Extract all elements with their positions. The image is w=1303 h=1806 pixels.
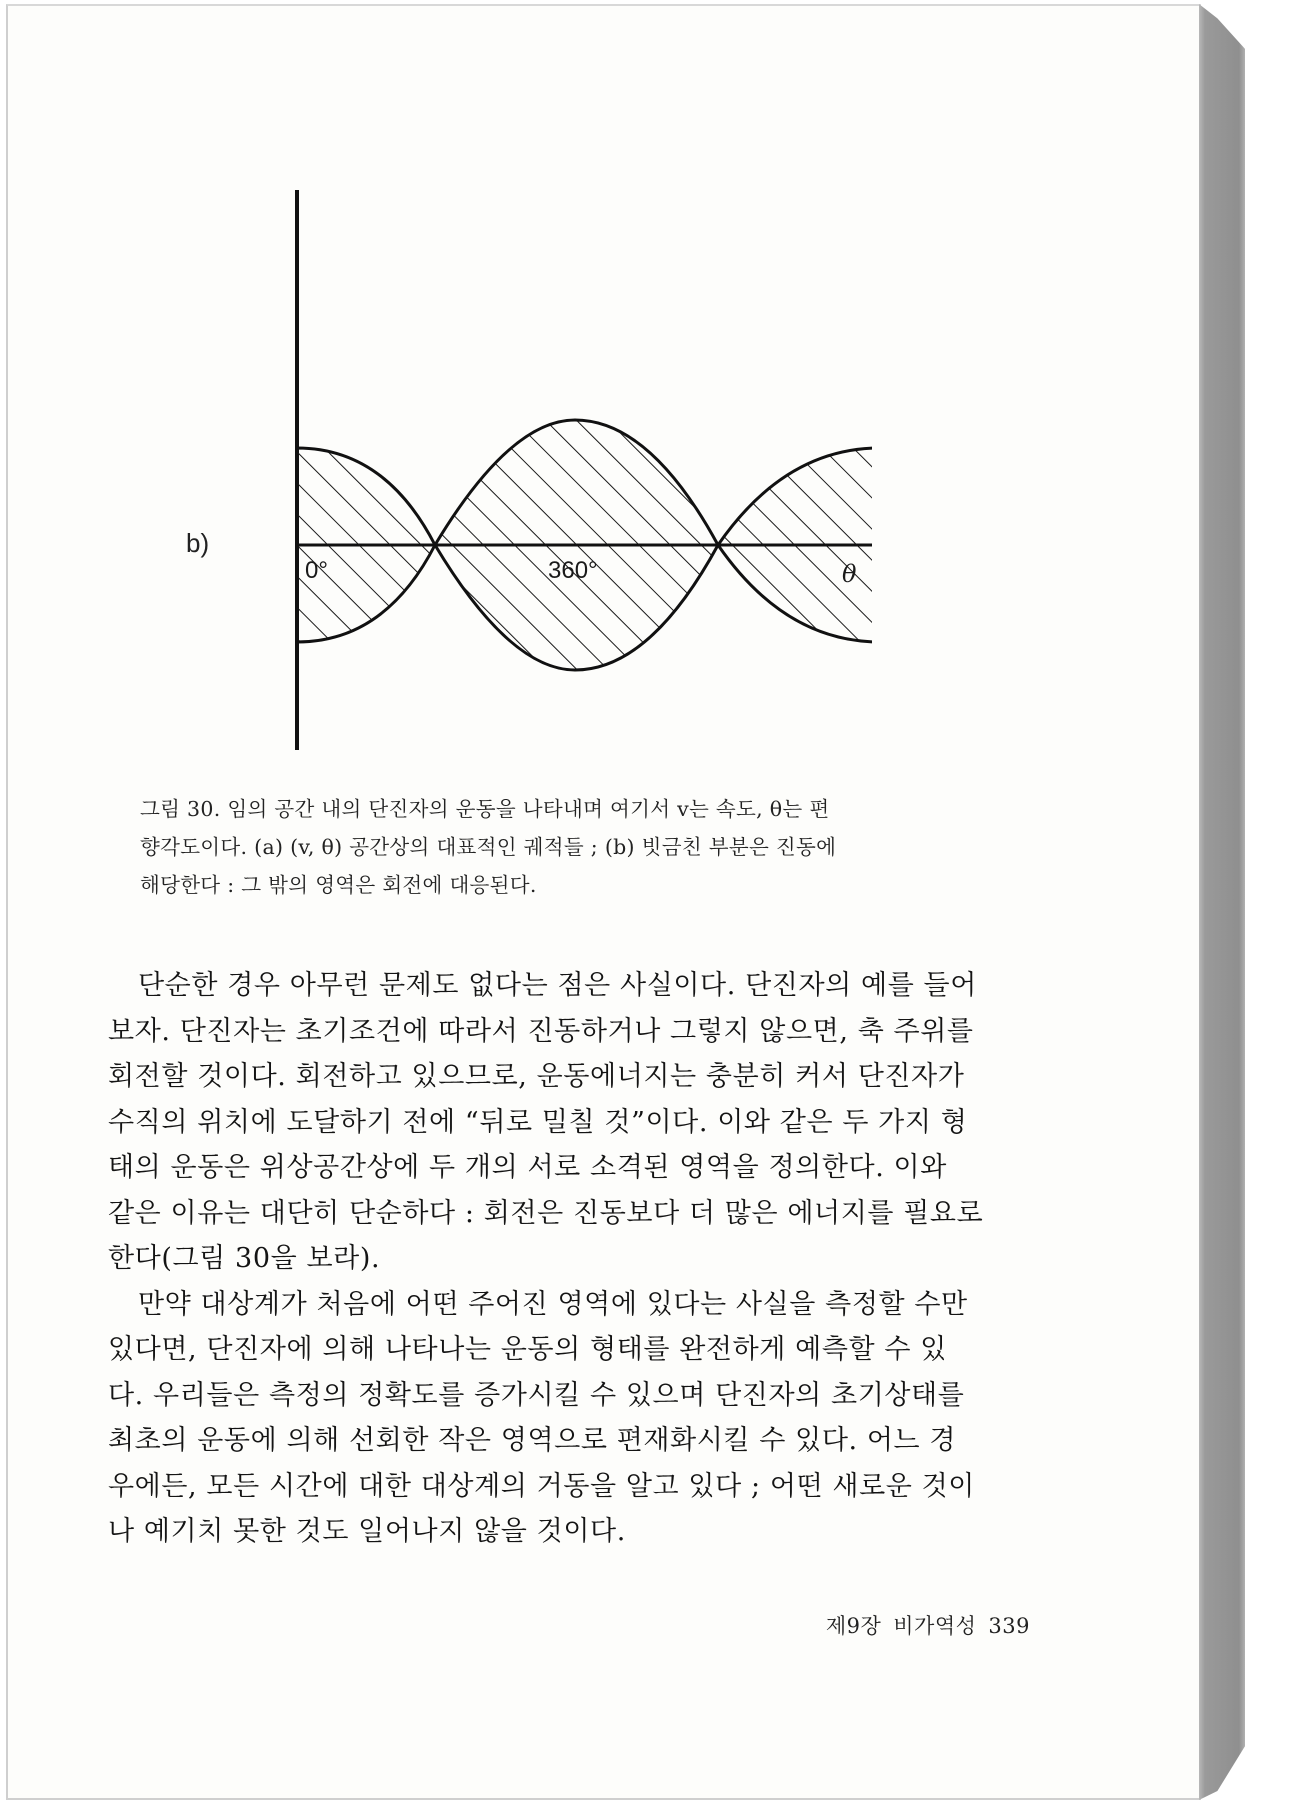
caption-line: 향각도이다. (a) (v, θ) 공간상의 대표적인 궤적들 ; (b) 빗금친 부분은 진동에: [140, 835, 837, 859]
paragraph-line: 회전할 것이다. 회전하고 있으므로, 운동에너지는 충분히 커서 단진자가: [108, 1061, 965, 1092]
paragraph-line: 다. 우리들은 측정의 정확도를 증가시킬 수 있으며 단진자의 초기상태를: [108, 1379, 965, 1411]
tick-label-360: 360°: [548, 557, 598, 584]
paragraph-line: 우에든, 모든 시간에 대한 대상계의 거동을 알고 있다 ; 어떤 새로운 것이: [108, 1470, 975, 1502]
chapter-title: 비가역성: [893, 1614, 977, 1638]
theta-axis-label: θ: [842, 560, 857, 588]
paragraph-line: 나 예기치 못한 것도 일어나지 않을 것이다.: [108, 1516, 626, 1547]
chapter-label: 제9장: [825, 1614, 882, 1638]
paragraph-line: 태의 운동은 위상공간상에 두 개의 서로 소격된 영역을 정의한다. 이와: [108, 1152, 947, 1183]
page-number: 339: [988, 1614, 1030, 1638]
paragraph-line: 단순한 경우 아무런 문제도 없다는 점은 사실이다. 단진자의 예를 들어: [138, 970, 977, 1001]
paragraph-line: 한다(그림 30을 보라).: [108, 1243, 381, 1274]
paragraph-line: 최초의 운동에 의해 선회한 작은 영역으로 편재화시킬 수 있다. 어느 경: [108, 1425, 957, 1456]
paragraph-line: 만약 대상계가 처음에 어떤 주어진 영역에 있다는 사실을 측정할 수만: [138, 1288, 968, 1320]
paragraph-line: 수직의 위치에 도달하기 전에 “뒤로 밀칠 것”이다. 이와 같은 두 가지 형: [108, 1106, 968, 1138]
figure-caption: [140, 790, 1035, 904]
caption-line: 그림 30. 임의 공간 내의 단진자의 운동을 나타내며 여기서 v는 속도, θ는 편: [140, 797, 830, 821]
caption-line: 해당한다 : 그 밖의 영역은 회전에 대응된다.: [140, 873, 537, 897]
running-footer: [790, 1610, 1030, 1640]
tick-label-0: 0°: [305, 557, 328, 584]
panel-label: b): [186, 528, 210, 558]
phase-space-diagram: [0, 0, 1303, 780]
paragraph-line: 보자. 단진자는 초기조건에 따라서 진동하거나 그렇지 않으면, 축 주위를: [108, 1015, 974, 1047]
body-text: [108, 963, 1060, 1555]
paragraph-line: 있다면, 단진자에 의해 나타나는 운동의 형태를 완전하게 예측할 수 있: [108, 1334, 947, 1365]
paragraph-line: 같은 이유는 대단히 단순하다 : 회전은 진동보다 더 많은 에너지를 필요로: [108, 1197, 984, 1229]
figure-30b: [0, 0, 1303, 780]
